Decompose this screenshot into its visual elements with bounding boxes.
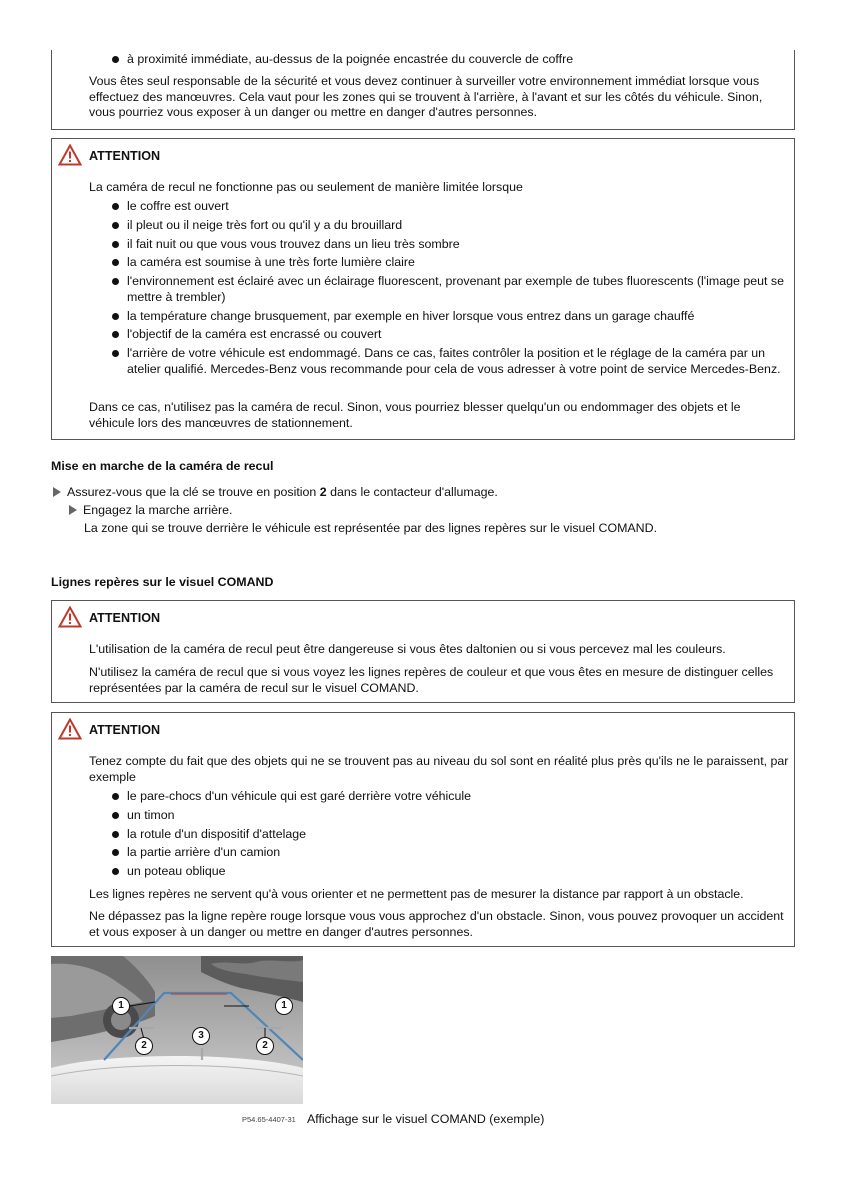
list-item: l'objectif de la caméra est encrassé ou couvert [110, 327, 790, 343]
camera-view-illustration [51, 956, 303, 1104]
paragraph: Tenez compte du fait que des objets qui ne se trouvent pas au niveau du sol sont en réalité plus près qu'ils ne le paraissent, par exemple [89, 754, 789, 784]
list-item: à proximité immédiate, au-dessus de la poignée encastrée du couvercle de coffre [110, 52, 790, 68]
list-item: il fait nuit ou que vous vous trouvez dans un lieu très sombre [110, 237, 790, 253]
paragraph: Vous êtes seul responsable de la sécurité et vous devez continuer à surveiller votre environnement immédiat lorsque vous effectuez des manœuvres. Cela vaut pour les zones qui se trouvent à l'arrière, à l'avant et sur les côtés du véhicule. Sinon, vous pourriez vous exposer à un danger ou mettre en danger d'autres personnes. [89, 74, 763, 120]
attention-title: ATTENTION [89, 611, 161, 625]
list-item: le coffre est ouvert [110, 199, 790, 215]
paragraph: L'utilisation de la caméra de recul peut être dangereuse si vous êtes daltonien ou si vous percevez mal les couleurs. [89, 642, 726, 656]
step-key-position: 2 [319, 485, 327, 499]
list-item: un timon [110, 808, 790, 824]
paragraph: Les lignes repères ne servent qu'à vous orienter et ne permettent pas de mesurer la distance par rapport à un obstacle. [89, 887, 744, 901]
callout-1-left: 1 [112, 997, 130, 1015]
arrow-icon [69, 505, 77, 515]
bullet-list [110, 52, 790, 71]
list-item: la température change brusquement, par exemple en hiver lorsque vous entrez dans un garage chauffé [110, 309, 790, 325]
step-text: Assurez-vous que la clé se trouve en position [67, 485, 320, 499]
result-text: La zone qui se trouve derrière le véhicule est représentée par des lignes repères sur le visuel COMAND. [84, 521, 658, 535]
bullet-list [110, 199, 790, 380]
list-item: la partie arrière d'un camion [110, 845, 790, 861]
safety-note-box [51, 50, 795, 130]
warning-triangle-icon [58, 144, 82, 166]
section-heading: Mise en marche de la caméra de recul [51, 459, 274, 473]
warning-triangle-icon [58, 606, 82, 628]
list-item: un poteau oblique [110, 864, 790, 880]
attention-box [51, 600, 795, 703]
attention-title: ATTENTION [89, 723, 161, 737]
instruction-step [69, 503, 232, 519]
callout-2-left: 2 [135, 1037, 153, 1055]
paragraph: La caméra de recul ne fonctionne pas ou seulement de manière limitée lorsque [89, 180, 523, 194]
list-item: la caméra est soumise à une très forte lumière claire [110, 255, 790, 271]
figure-caption: Affichage sur le visuel COMAND (exemple) [307, 1112, 545, 1126]
warning-triangle-icon [58, 718, 82, 740]
instruction-step [53, 485, 498, 501]
attention-title: ATTENTION [89, 149, 161, 163]
list-item: l'arrière de votre véhicule est endommagé. Dans ce cas, faites contrôler la position et le réglage de la caméra par un atelier qualifié. Mercedes-Benz vous recommande pour cela de vous adresser à votre point de service Mercedes-Benz. [110, 346, 790, 377]
section-heading: Lignes repères sur le visuel COMAND [51, 575, 274, 589]
list-item: la rotule d'un dispositif d'attelage [110, 827, 790, 843]
attention-box [51, 138, 795, 440]
attention-box [51, 712, 795, 947]
callout-3: 3 [192, 1027, 210, 1045]
bullet-list [110, 789, 790, 883]
list-item: le pare-chocs d'un véhicule qui est garé derrière votre véhicule [110, 789, 790, 805]
paragraph: Dans ce cas, n'utilisez pas la caméra de recul. Sinon, vous pourriez blesser quelqu'un ou endommager des objets et le véhicule lors des manœuvres de stationnement. [89, 400, 741, 430]
figure-code: P54.65-4407-31 [242, 1115, 296, 1124]
callout-2-right: 2 [256, 1037, 274, 1055]
paragraph: N'utilisez la caméra de recul que si vous voyez les lignes repères de couleur et que vous êtes en mesure de distinguer celles représentées par la caméra de recul sur le visuel COMAND. [89, 665, 774, 695]
step-text: dans le contacteur d'allumage. [326, 485, 498, 499]
arrow-icon [53, 487, 61, 497]
step-text: Engagez la marche arrière. [83, 503, 233, 517]
list-item: il pleut ou il neige très fort ou qu'il y a du brouillard [110, 218, 790, 234]
rear-camera-display-image [51, 956, 303, 1104]
callout-1-right: 1 [275, 997, 293, 1015]
paragraph: Ne dépassez pas la ligne repère rouge lorsque vous vous approchez d'un obstacle. Sinon, vous pouvez provoquer un accident et vous exposer à un danger ou mettre en danger d'autres personnes. [89, 909, 784, 939]
list-item: l'environnement est éclairé avec un éclairage fluorescent, provenant par exemple de tubes fluorescents (l'image peut se mettre à trembler) [110, 274, 790, 305]
